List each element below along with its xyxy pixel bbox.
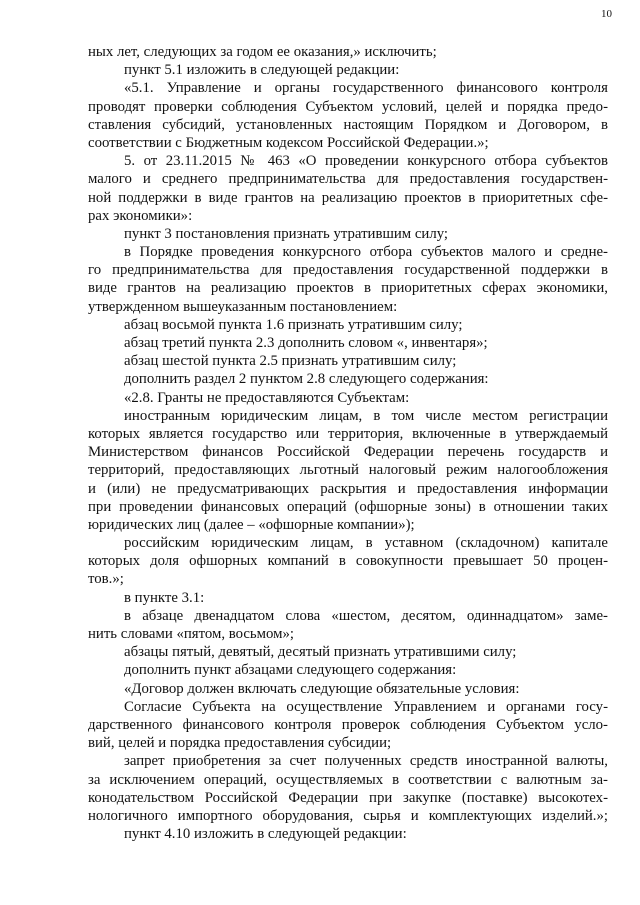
text-line: которых является государство или территория, включенные в утверждаемый	[88, 425, 608, 442]
text-line: ной поддержки в виде грантов на реализацию проектов в приоритетных сфе-	[88, 189, 608, 206]
text-line: юридических лиц (далее – «офшорные компании»);	[88, 516, 415, 533]
text-line: абзац шестой пункта 2.5 признать утратившим силу;	[124, 353, 457, 370]
text-line: пункт 4.10 изложить в следующей редакции:	[124, 826, 407, 843]
text-line: абзац третий пункта 2.3 дополнить словом «, инвентаря»;	[124, 335, 488, 351]
text-line: и (или) не предусматривающих раскрытия и предоставления информации	[88, 480, 608, 497]
text-line: абзац восьмой пункта 1.6 признать утратившим силу;	[124, 316, 463, 333]
text-line: в абзаце двенадцатом слова «шестом, десятом, одиннадцатом» заме-	[124, 607, 608, 624]
text-line: ставления субсидий, установленных настоящим Порядком и Договором, в	[88, 116, 608, 133]
page-number: 10	[601, 8, 612, 20]
document-body	[88, 43, 608, 843]
text-line: при проведении финансовых операций (офшорные зоны) в отношении таких	[88, 498, 608, 515]
text-line: вий, целей и порядка предоставления субсидии;	[88, 735, 392, 752]
text-line: конодательством Российской Федерации при закупке (поставке) высокотех-	[88, 789, 608, 806]
text-line: пункт 3 постановления признать утратившим силу;	[124, 225, 449, 242]
text-line: Министерством финансов Российской Федерации перечень государств и	[88, 444, 608, 461]
text-line: рах экономики»:	[88, 207, 193, 224]
text-line: Согласие Субъекта на осуществление Управлением и органами госу-	[124, 698, 608, 715]
text-line: «Договор должен включать следующие обязательные условия:	[124, 680, 520, 697]
text-line: малого и среднего предпринимательства для предоставления государствен-	[88, 171, 608, 188]
text-line: в пункте 3.1:	[124, 589, 205, 606]
text-line: 5. от 23.11.2015 № 463 «О проведении конкурсного отбора субъектов	[124, 153, 608, 170]
text-line: дополнить раздел 2 пунктом 2.8 следующего содержания:	[124, 371, 489, 388]
text-line: утвержденном вышеуказанным постановлением:	[88, 298, 398, 315]
text-line: го предпринимательства для предоставления государственной поддержки в	[88, 262, 608, 279]
text-line: абзацы пятый, девятый, десятый признать утратившими силу;	[124, 644, 517, 661]
text-line: ных лет, следующих за годом ее оказания,» исключить;	[88, 44, 437, 60]
text-line: пункт 5.1 изложить в следующей редакции:	[124, 62, 400, 79]
text-line: нить словами «пятом, восьмом»;	[88, 626, 295, 642]
text-line: «5.1. Управление и органы государственного финансового контроля	[124, 80, 608, 97]
text-line: проводят проверки соблюдения Субъектом условий, целей и порядка предо-	[88, 98, 608, 115]
text-line: нологичного импортного оборудования, сырья и комплектующих изделий.»;	[88, 807, 608, 824]
text-line: «2.8. Гранты не предоставляются Субъектам:	[124, 389, 410, 406]
text-line: дарственного финансового контроля проверок соблюдения Субъектом усло-	[88, 716, 608, 733]
text-line: дополнить пункт абзацами следующего содержания:	[124, 662, 457, 679]
text-line: соответствии с Бюджетным кодексом Российской Федерации.»;	[88, 134, 489, 151]
text-line: тов.»;	[88, 571, 124, 588]
text-line: виде грантов на реализацию проектов в приоритетных сферах экономики,	[88, 280, 608, 297]
text-line: которых доля офшорных компаний в совокупности превышает 50 процен-	[88, 553, 608, 570]
text-line: в Порядке проведения конкурсного отбора субъектов малого и средне-	[124, 244, 608, 261]
text-line: за исключением операций, осуществляемых в соответствии с валютным за-	[88, 771, 608, 788]
text-line: запрет приобретения за счет полученных средств иностранной валюты,	[124, 753, 608, 770]
text-line: российским юридическим лицам, в уставном (складочном) капитале	[124, 535, 608, 552]
text-line: иностранным юридическим лицам, в том числе местом регистрации	[124, 407, 608, 424]
text-line: территорий, предоставляющих льготный налоговый режим налогообложения	[88, 462, 608, 479]
